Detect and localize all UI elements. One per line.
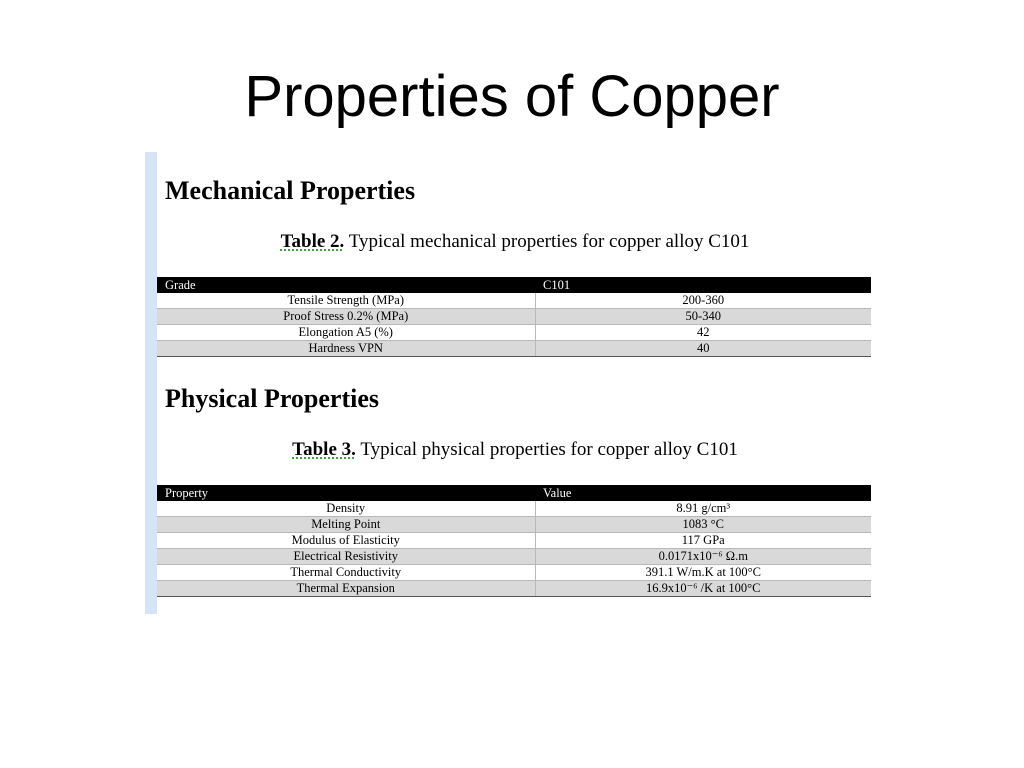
physical-caption xyxy=(157,439,873,461)
table-row xyxy=(157,581,871,597)
value-cell: 8.91 g/cm³ xyxy=(535,501,871,517)
mechanical-caption-label: Table 2. xyxy=(280,231,345,252)
property-cell: Proof Stress 0.2% (MPa) xyxy=(157,309,535,325)
mechanical-caption xyxy=(157,231,873,253)
property-cell: Hardness VPN xyxy=(157,341,535,357)
value-cell: 40 xyxy=(535,341,871,357)
property-cell: Thermal Expansion xyxy=(157,581,535,597)
table-header-row xyxy=(157,485,871,501)
table-row xyxy=(157,565,871,581)
table-row xyxy=(157,501,871,517)
value-cell: 117 GPa xyxy=(535,533,871,549)
value-cell: 391.1 W/m.K at 100°C xyxy=(535,565,871,581)
value-cell: 200-360 xyxy=(535,293,871,309)
physical-caption-text: Typical physical properties for copper alloy C101 xyxy=(360,439,738,460)
table-header-row xyxy=(157,277,871,293)
mechanical-heading: Mechanical Properties xyxy=(165,176,416,205)
table-row xyxy=(157,325,871,341)
property-cell: Elongation A5 (%) xyxy=(157,325,535,341)
column-header: Property xyxy=(157,485,535,501)
column-header: C101 xyxy=(535,277,871,293)
property-cell: Electrical Resistivity xyxy=(157,549,535,565)
property-cell: Tensile Strength (MPa) xyxy=(157,293,535,309)
table-row xyxy=(157,549,871,565)
value-cell: 1083 °C xyxy=(535,517,871,533)
physical-table xyxy=(157,485,871,597)
value-cell: 50-340 xyxy=(535,309,871,325)
slide-title: Properties of Copper xyxy=(244,64,780,129)
column-header: Value xyxy=(535,485,871,501)
value-cell: 16.9x10⁻⁶ /K at 100°C xyxy=(535,581,871,597)
document-image xyxy=(145,152,873,614)
value-cell: 42 xyxy=(535,325,871,341)
table-row xyxy=(157,533,871,549)
document-left-stripe xyxy=(145,152,157,614)
mechanical-table xyxy=(157,277,871,357)
table-row xyxy=(157,293,871,309)
property-cell: Modulus of Elasticity xyxy=(157,533,535,549)
mechanical-caption-text: Typical mechanical properties for copper alloy C101 xyxy=(348,231,750,252)
table-row xyxy=(157,341,871,357)
table-row xyxy=(157,517,871,533)
property-cell: Thermal Conductivity xyxy=(157,565,535,581)
physical-caption-label: Table 3. xyxy=(292,439,356,460)
table-row xyxy=(157,309,871,325)
property-cell: Melting Point xyxy=(157,517,535,533)
property-cell: Density xyxy=(157,501,535,517)
value-cell: 0.0171x10⁻⁶ Ω.m xyxy=(535,549,871,565)
physical-heading: Physical Properties xyxy=(165,384,379,413)
column-header: Grade xyxy=(157,277,535,293)
